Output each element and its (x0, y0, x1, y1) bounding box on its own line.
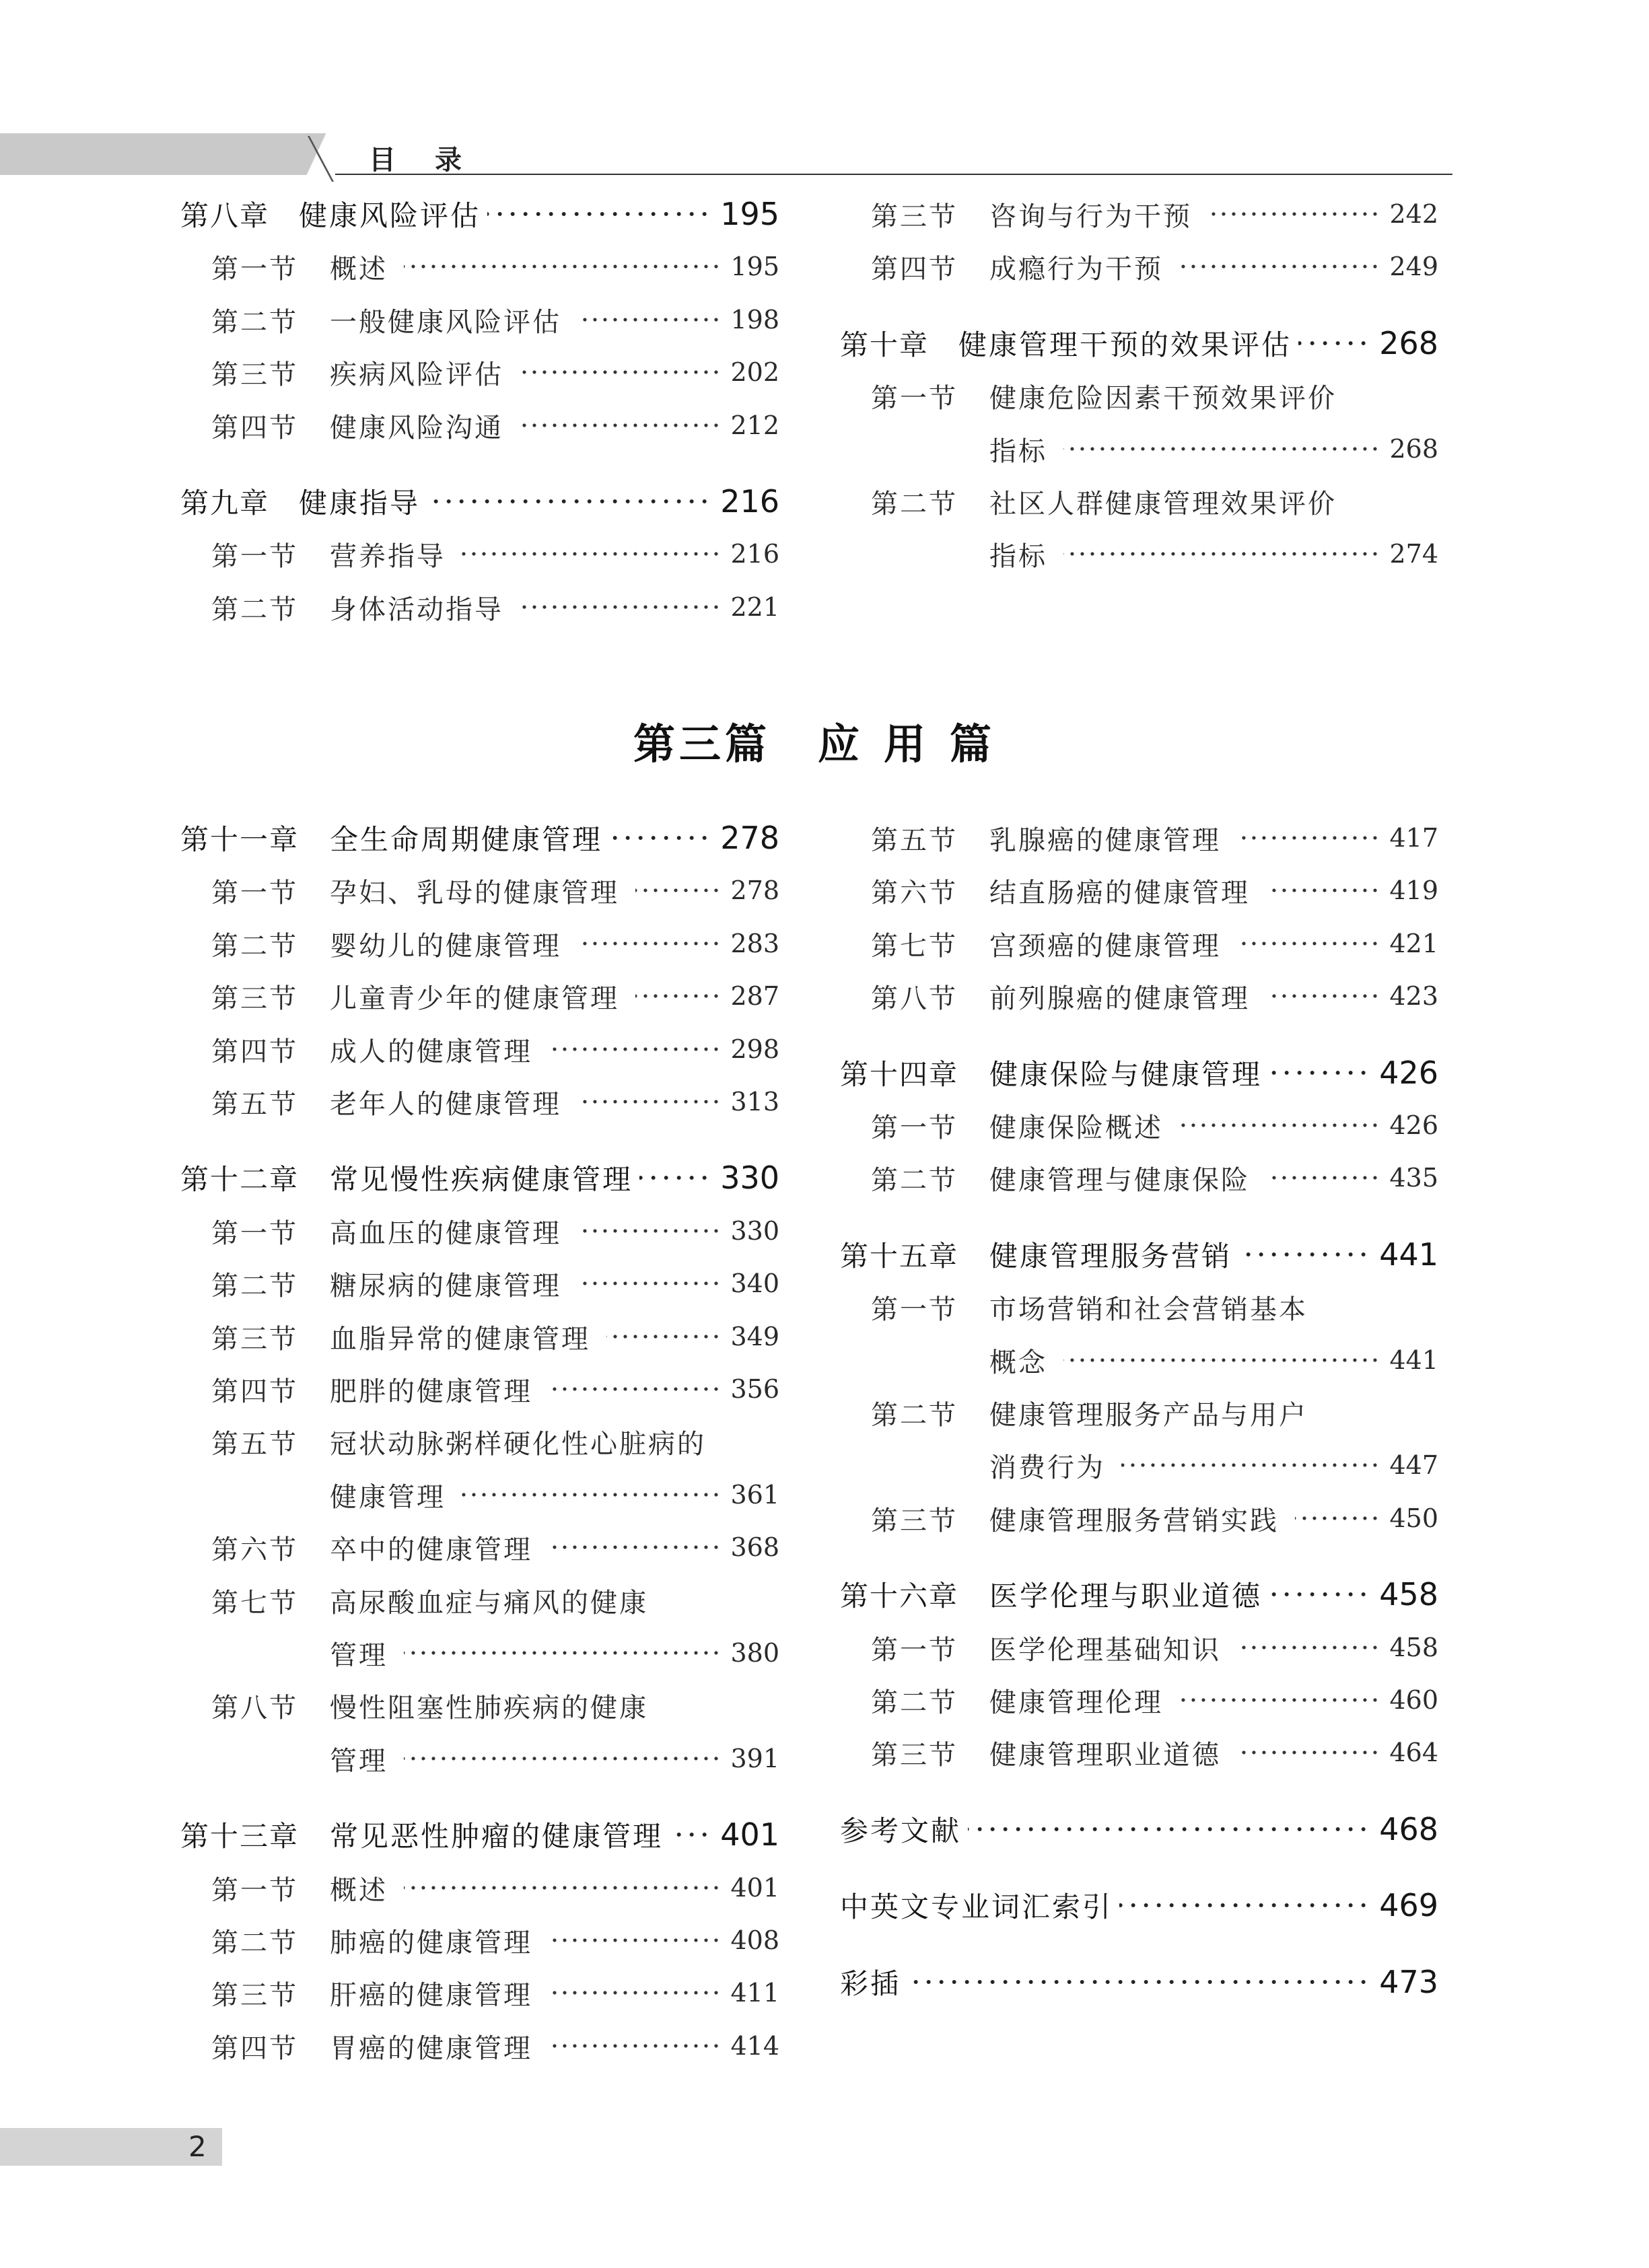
section-number: 第七节 (871, 930, 958, 962)
dot-leader (487, 210, 711, 218)
section-title: 孕妇、乳母的健康管理 (330, 877, 619, 909)
dot-leader (427, 497, 711, 505)
dot-leader (462, 1491, 721, 1499)
toc-section-row (871, 1340, 1438, 1380)
part-title (0, 711, 1649, 771)
page-ref: 408 (730, 1925, 779, 1955)
chapter-title: 健康管理干预的效果评估 (958, 328, 1292, 361)
toc-chapter-row (180, 818, 779, 858)
toc-section-row (871, 818, 1438, 858)
toc-chapter-row (840, 1574, 1438, 1615)
toc-section-row (211, 1082, 779, 1122)
section-number: 第五节 (211, 1088, 298, 1120)
toc-chapter-row (180, 194, 779, 234)
toc-section-row (871, 1498, 1438, 1538)
section-title: 疾病风险评估 (330, 359, 503, 390)
page-ref: 278 (720, 820, 779, 856)
toc-section-row (211, 1920, 779, 1960)
dot-leader (635, 992, 721, 1000)
dot-leader (968, 1825, 1370, 1833)
dot-leader (549, 1385, 721, 1393)
dot-leader (1121, 1461, 1380, 1469)
section-title: 咨询与行为干预 (989, 201, 1192, 232)
page-ref: 426 (1379, 1055, 1438, 1091)
dot-leader (670, 1831, 711, 1839)
dot-leader (1179, 1696, 1380, 1704)
dot-leader (1269, 1069, 1370, 1077)
section-title: 结直肠癌的健康管理 (989, 877, 1250, 909)
section-title: 健康管理伦理 (989, 1687, 1163, 1718)
section-title: 健康管理职业道德 (989, 1739, 1221, 1771)
toc-section-row (211, 1316, 779, 1357)
page-ref: 330 (720, 1160, 779, 1196)
dot-leader (1063, 550, 1380, 558)
toc-section-row (211, 246, 779, 287)
section-number: 第一节 (211, 1217, 298, 1249)
dot-leader (1179, 1121, 1380, 1129)
dot-leader (549, 1989, 721, 1997)
section-number: 第三节 (211, 1979, 298, 2011)
dot-leader (606, 1333, 721, 1341)
part-title-name: 应用篇 (818, 719, 1016, 769)
page-ref: 419 (1389, 876, 1438, 905)
toc-chapter-row (180, 1814, 779, 1855)
toc-section-row (211, 1868, 779, 1908)
page-ref: 278 (730, 876, 779, 905)
dot-leader (1238, 1250, 1370, 1259)
section-number: 第三节 (871, 1505, 958, 1536)
dot-leader (1237, 1748, 1380, 1757)
toc-section-row (211, 1263, 779, 1304)
section-number: 第三节 (211, 1323, 298, 1355)
dot-leader (1269, 1590, 1370, 1598)
toc-section-row (211, 534, 779, 574)
section-number: 第四节 (211, 2032, 298, 2064)
chapter-title: 中英文专业词汇索引 (840, 1890, 1113, 1923)
section-title: 一般健康风险评估 (330, 306, 561, 338)
dot-leader (520, 421, 721, 429)
dot-leader (907, 1978, 1370, 1986)
section-title: 肝癌的健康管理 (330, 1979, 532, 2011)
page-ref: 356 (730, 1374, 779, 1404)
toc-section-row (871, 481, 1438, 522)
page-ref: 411 (730, 1978, 779, 2008)
section-number: 第三节 (211, 359, 298, 390)
page-ref: 330 (730, 1216, 779, 1246)
dot-leader (577, 1279, 721, 1287)
section-title: 高尿酸血症与痛风的健康 (330, 1587, 648, 1619)
dot-leader (1298, 339, 1370, 347)
toc-section-row (211, 299, 779, 340)
toc-section-row (871, 923, 1438, 964)
chapter-title: 常见慢性疾病健康管理 (330, 1163, 633, 1196)
dot-leader (639, 1174, 711, 1182)
section-number: 第四节 (871, 253, 958, 285)
toc-section-row (211, 1973, 779, 2013)
chapter-title: 参考文献 (840, 1814, 962, 1847)
page-ref: 216 (730, 539, 779, 569)
dot-leader (1063, 1356, 1380, 1364)
section-number: 第二节 (211, 594, 298, 625)
header-band-edge (296, 133, 337, 175)
toc-section-row (211, 1527, 779, 1567)
section-number: 第二节 (211, 930, 298, 962)
toc-chapter-row (180, 481, 779, 522)
toc-section-row (211, 352, 779, 392)
dot-leader (1179, 262, 1380, 271)
chapter-number: 第十章 (840, 328, 929, 361)
section-title: 概念 (989, 1347, 1047, 1378)
section-number: 第三节 (871, 201, 958, 232)
chapter-number: 第十六章 (840, 1580, 959, 1613)
section-number: 第二节 (211, 1927, 298, 1958)
page-ref: 287 (730, 981, 779, 1011)
toc-section-row (871, 976, 1438, 1016)
toc-section-row (871, 376, 1438, 416)
chapter-title: 常见恶性肿瘤的健康管理 (330, 1820, 664, 1853)
section-title: 婴幼儿的健康管理 (330, 930, 561, 962)
section-title: 指标 (989, 435, 1047, 467)
section-number: 第一节 (211, 253, 298, 285)
page-ref: 441 (1389, 1345, 1438, 1375)
toc-section-row (211, 1369, 779, 1409)
section-number: 第七节 (211, 1587, 298, 1619)
chapter-number: 第十二章 (180, 1163, 300, 1196)
page-ref: 202 (730, 357, 779, 387)
section-title: 概述 (330, 1874, 388, 1906)
toc-section-row (211, 1738, 779, 1779)
chapter-number: 第十一章 (180, 823, 300, 856)
page-ref: 426 (1389, 1110, 1438, 1140)
toc-section-row (871, 1105, 1438, 1145)
section-title: 医学伦理基础知识 (989, 1634, 1221, 1666)
section-number: 第二节 (211, 1270, 298, 1302)
toc-section-row (211, 1029, 779, 1069)
toc-section-row (211, 1580, 779, 1621)
chapter-title: 医学伦理与职业道德 (989, 1580, 1263, 1613)
chapter-title: 健康指导 (299, 487, 421, 520)
page-ref: 221 (730, 592, 779, 622)
section-title: 前列腺癌的健康管理 (989, 983, 1250, 1014)
page-ref: 349 (730, 1322, 779, 1351)
section-title: 健康管理 (330, 1481, 446, 1513)
page-ref: 195 (730, 252, 779, 281)
toc-section-row (871, 194, 1438, 234)
section-title: 健康管理与健康保险 (989, 1164, 1250, 1196)
page-ref: 242 (1389, 199, 1438, 229)
section-number: 第四节 (211, 1376, 298, 1407)
chapter-title: 健康风险评估 (299, 199, 481, 232)
section-number: 第六节 (871, 877, 958, 909)
toc-section-row (211, 1685, 779, 1726)
section-number: 第八节 (871, 983, 958, 1014)
page-ref: 283 (730, 929, 779, 958)
toc-section-row (871, 1392, 1438, 1433)
page-ref: 441 (1379, 1236, 1438, 1273)
dot-leader (1266, 886, 1380, 894)
page-ref: 435 (1389, 1163, 1438, 1193)
section-number: 第五节 (211, 1428, 298, 1460)
dot-leader (577, 1098, 721, 1106)
dot-leader (520, 368, 721, 376)
section-title: 社区人群健康管理效果评价 (989, 488, 1337, 520)
toc-section-row (211, 923, 779, 964)
page-ref: 216 (720, 483, 779, 520)
toc-section-row (871, 1680, 1438, 1720)
section-title: 肥胖的健康管理 (330, 1376, 532, 1407)
chapter-title: 健康管理服务营销 (989, 1240, 1232, 1273)
section-number: 第四节 (211, 1036, 298, 1067)
page-ref: 423 (1389, 981, 1438, 1011)
section-title: 卒中的健康管理 (330, 1534, 532, 1565)
dot-leader (577, 316, 721, 324)
page-ref: 361 (730, 1480, 779, 1510)
dot-leader (520, 603, 721, 611)
section-number: 第五节 (871, 824, 958, 856)
page-ref: 340 (730, 1269, 779, 1298)
chapter-title: 全生命周期健康管理 (330, 823, 603, 856)
section-number: 第二节 (211, 306, 298, 338)
section-title: 身体活动指导 (330, 594, 503, 625)
page-ref: 458 (1379, 1576, 1438, 1613)
toc-chapter-row (840, 1809, 1438, 1849)
toc-section-row (211, 1421, 779, 1462)
section-title: 概述 (330, 253, 388, 285)
toc-section-row (211, 1633, 779, 1673)
chapter-title: 健康保险与健康管理 (989, 1058, 1263, 1091)
section-title: 管理 (330, 1745, 388, 1777)
page-ref: 198 (730, 305, 779, 334)
section-number: 第一节 (871, 382, 958, 414)
section-number: 第六节 (211, 1534, 298, 1565)
dot-leader (1237, 940, 1380, 948)
toc-chapter-row (840, 1053, 1438, 1093)
section-number: 第二节 (871, 488, 958, 520)
header-band (0, 133, 315, 175)
page-ref: 473 (1379, 1964, 1438, 2000)
section-number: 第一节 (871, 1634, 958, 1666)
page-ref: 274 (1389, 539, 1438, 569)
section-number: 第一节 (871, 1294, 958, 1325)
section-title: 宫颈癌的健康管理 (989, 930, 1221, 962)
toc-section-row (871, 246, 1438, 287)
section-title: 消费行为 (989, 1452, 1105, 1483)
toc-section-row (871, 870, 1438, 911)
page-ref: 391 (730, 1744, 779, 1773)
dot-leader (609, 834, 711, 842)
section-title: 健康管理服务营销实践 (989, 1505, 1279, 1536)
page-ref: 268 (1379, 325, 1438, 361)
section-title: 老年人的健康管理 (330, 1088, 561, 1120)
toc-section-row (871, 1158, 1438, 1198)
page-ref: 417 (1389, 823, 1438, 853)
page-ref: 468 (1379, 1811, 1438, 1847)
dot-leader (1063, 445, 1380, 453)
toc-section-row (211, 976, 779, 1016)
section-title: 成人的健康管理 (330, 1036, 532, 1067)
section-title: 管理 (330, 1639, 388, 1671)
toc-chapter-row (180, 1158, 779, 1198)
page-ref: 380 (730, 1638, 779, 1668)
dot-leader (577, 1227, 721, 1235)
section-title: 胃癌的健康管理 (330, 2032, 532, 2064)
chapter-number: 第九章 (180, 487, 270, 520)
page-ref: 421 (1389, 929, 1438, 958)
section-title: 高血压的健康管理 (330, 1217, 561, 1249)
section-number: 第三节 (871, 1739, 958, 1771)
section-number: 第一节 (211, 877, 298, 909)
section-title: 营养指导 (330, 540, 446, 572)
section-title: 肺癌的健康管理 (330, 1927, 532, 1958)
toc-section-row (211, 2026, 779, 2066)
dot-leader (1295, 1514, 1380, 1522)
toc-chapter-row (840, 1885, 1438, 1925)
section-title: 血脂异常的健康管理 (330, 1323, 590, 1355)
section-title: 市场营销和社会营销基本 (989, 1294, 1308, 1325)
toc-section-row (871, 1445, 1438, 1485)
dot-leader (404, 1755, 721, 1763)
dot-leader (1237, 834, 1380, 842)
page-ref: 268 (1389, 434, 1438, 464)
toc-chapter-row (840, 323, 1438, 363)
section-number: 第一节 (871, 1112, 958, 1143)
dot-leader (635, 886, 721, 894)
page-ref: 447 (1389, 1450, 1438, 1480)
page-ref: 313 (730, 1087, 779, 1117)
section-number: 第四节 (211, 412, 298, 444)
section-title: 健康危险因素干预效果评价 (989, 382, 1337, 414)
dot-leader (549, 1936, 721, 1944)
section-title: 慢性阻塞性肺疾病的健康 (330, 1692, 648, 1724)
section-number: 第二节 (871, 1687, 958, 1718)
page-ref: 469 (1379, 1887, 1438, 1923)
page-ref: 464 (1389, 1738, 1438, 1767)
toc-section-row (871, 1627, 1438, 1668)
toc-section-row (211, 405, 779, 446)
toc-section-row (211, 1475, 779, 1515)
page-ref: 458 (1389, 1633, 1438, 1662)
dot-leader (549, 2042, 721, 2050)
toc-section-row (871, 1287, 1438, 1327)
dot-leader (549, 1045, 721, 1053)
toc-chapter-row (840, 1962, 1438, 2002)
page-ref: 368 (730, 1532, 779, 1562)
section-title: 健康风险沟通 (330, 412, 503, 444)
section-title: 糖尿病的健康管理 (330, 1270, 561, 1302)
section-number: 第八节 (211, 1692, 298, 1724)
page-number: 2 (188, 2130, 207, 2163)
toc-section-row (871, 429, 1438, 469)
dot-leader (1119, 1901, 1370, 1909)
page-ref: 195 (720, 196, 779, 232)
toc-section-row (211, 870, 779, 911)
section-title: 成瘾行为干预 (989, 253, 1163, 285)
dot-leader (404, 1649, 721, 1657)
dot-leader (462, 550, 721, 558)
dot-leader (549, 1543, 721, 1551)
section-title: 儿童青少年的健康管理 (330, 983, 619, 1014)
chapter-number: 第十四章 (840, 1058, 959, 1091)
section-number: 第一节 (211, 1874, 298, 1906)
chapter-number: 第十五章 (840, 1240, 959, 1273)
chapter-number: 第十三章 (180, 1820, 300, 1853)
section-title: 指标 (989, 540, 1047, 572)
chapter-number: 第八章 (180, 199, 270, 232)
toc-chapter-row (840, 1234, 1438, 1275)
header-rule (335, 174, 1452, 175)
page-header-title: 目录 (369, 145, 501, 176)
section-title: 冠状动脉粥样硬化性心脏病的 (330, 1428, 706, 1460)
dot-leader (404, 262, 721, 271)
section-number: 第二节 (871, 1164, 958, 1196)
dot-leader (404, 1884, 721, 1892)
section-title: 健康管理服务产品与用户 (989, 1399, 1308, 1431)
section-number: 第一节 (211, 540, 298, 572)
dot-leader (1266, 1174, 1380, 1182)
section-number: 第二节 (871, 1399, 958, 1431)
page-ref: 414 (730, 2031, 779, 2061)
page-ref: 249 (1389, 252, 1438, 281)
page-ref: 298 (730, 1034, 779, 1064)
toc-section-row (871, 1732, 1438, 1773)
section-number: 第三节 (211, 983, 298, 1014)
page-ref: 450 (1389, 1503, 1438, 1533)
page-ref: 460 (1389, 1685, 1438, 1715)
page-ref: 401 (720, 1816, 779, 1853)
toc-section-row (211, 587, 779, 627)
toc-section-row (871, 534, 1438, 574)
page-ref: 401 (730, 1873, 779, 1903)
toc-section-row (211, 1211, 779, 1251)
part-title-number: 第三篇 (633, 719, 771, 769)
chapter-title: 彩插 (840, 1967, 901, 2000)
dot-leader (1208, 210, 1380, 218)
dot-leader (577, 940, 721, 948)
page-ref: 212 (730, 411, 779, 440)
dot-leader (1266, 992, 1380, 1000)
dot-leader (1237, 1643, 1380, 1652)
section-title: 乳腺癌的健康管理 (989, 824, 1221, 856)
section-title: 健康保险概述 (989, 1112, 1163, 1143)
